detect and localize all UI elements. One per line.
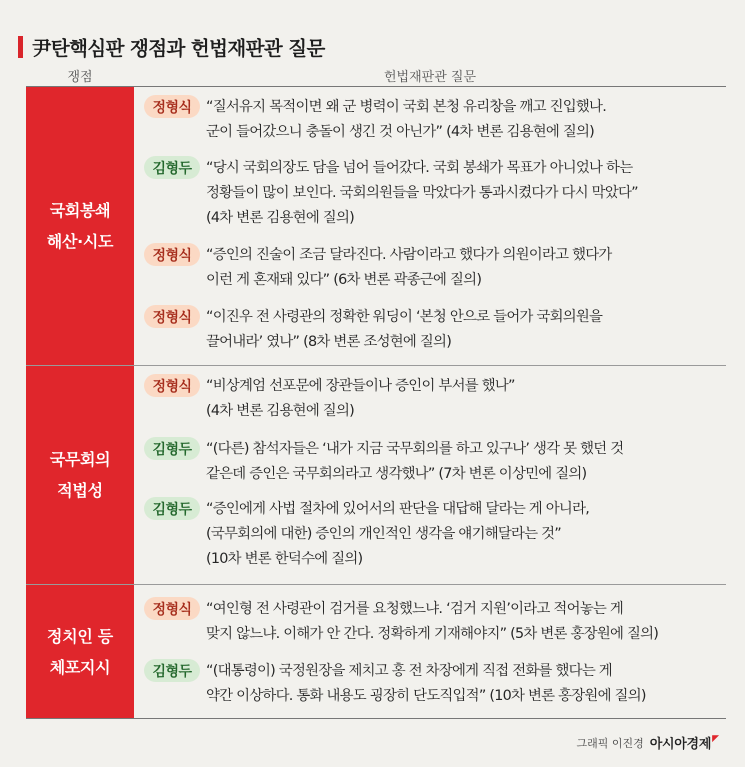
question-text: “증인에게 사법 절차에 있어서의 판단을 대답해 달라는 게 아니라, (국무회의에 대한) 증인의 개인적인 생각을 얘기해달라는 것” (10차 변론 한덕수에 질의) [206,501,590,567]
column-header-question: 헌법재판관 질문 [383,70,477,85]
page-title: 尹탄핵심판 쟁점과 헌법재판관 질문 [32,37,325,60]
judge-badge: 정형식 [144,374,200,397]
judge-badge: 김형두 [144,659,200,682]
section-label-politician-arrest [26,585,134,718]
judge-badge: 정형식 [144,305,200,328]
question-text: “질서유지 목적이면 왜 군 병력이 국회 본청 유리창을 깨고 진입했나. 군이 들어갔으니 충돌이 생긴 것 아닌가” (4차 변론 김용현에 질의) [206,99,607,140]
question-text: “(다른) 참석자들은 ‘내가 지금 국무회의를 하고 있구나’ 생각 못 했던 것 같은데 증인은 국무회의라고 생각했나” (7차 변론 이상민에 질의) [206,441,624,482]
section-label-national-assembly [26,87,134,365]
judge-badge: 김형두 [144,497,200,520]
publisher-logo-mark-icon: ◤ [712,733,719,744]
judge-badge: 정형식 [144,95,200,118]
graphic-credit [577,733,719,752]
question-text: “비상계엄 선포문에 장관들이나 증인이 부서를 했나” (4차 변론 김용현에 질의) [206,378,515,419]
judge-badge: 김형두 [144,156,200,179]
judge-badge: 정형식 [144,597,200,620]
title-accent-bar [18,36,23,58]
column-header-issue: 쟁점 [67,70,93,85]
judge-badge: 김형두 [144,437,200,460]
section-label-line: 국회봉쇄 [49,201,111,220]
section-label-line: 국무회의 [49,450,111,469]
section-label-line: 정치인 등 [47,626,113,646]
section-label-line: 해산·시도 [46,232,114,251]
judge-badge: 정형식 [144,243,200,266]
section-label-cabinet-meeting [26,366,134,584]
table-bottom-border [26,718,726,719]
credit-text: 그래픽 이진경 [576,736,644,750]
publisher-logo: 아시아경제 [649,737,712,752]
question-text: “(대통령이) 국정원장을 제치고 홍 전 차장에게 직접 전화를 했다는 게 약간 이상하다. 통화 내용도 굉장히 단도직입적” (10차 변론 홍장원에 질의) [206,663,646,704]
question-text: “증인의 진술이 조금 달라진다. 사람이라고 했다가 의원이라고 했다가 이런 게 혼재돼 있다” (6차 변론 곽종근에 질의) [206,247,612,288]
question-text: “이진우 전 사령관의 정확한 워딩이 ‘본청 안으로 들어가 국회의원을 끌어내라’ 였나” (8차 변론 조성현에 질의) [206,309,603,350]
section-label-line: 체포지시 [49,657,111,677]
section-label-line: 적법성 [57,481,103,500]
question-text: “당시 국회의장도 담을 넘어 들어갔다. 국회 봉쇄가 목표가 아니었나 하는 정황들이 많이 보인다. 국회의원들을 막았다가 통과시켰다가 다시 막았다” (4차 변론 김용현에 질의) [206,160,638,226]
chart-title-block [18,34,325,60]
question-text: “여인형 전 사령관이 검거를 요청했느냐. ‘검거 지원’이라고 적어놓는 게 맞지 않느냐. 이해가 안 간다. 정확하게 기재해야지” (5차 변론 홍장원에 질의) [206,601,659,642]
